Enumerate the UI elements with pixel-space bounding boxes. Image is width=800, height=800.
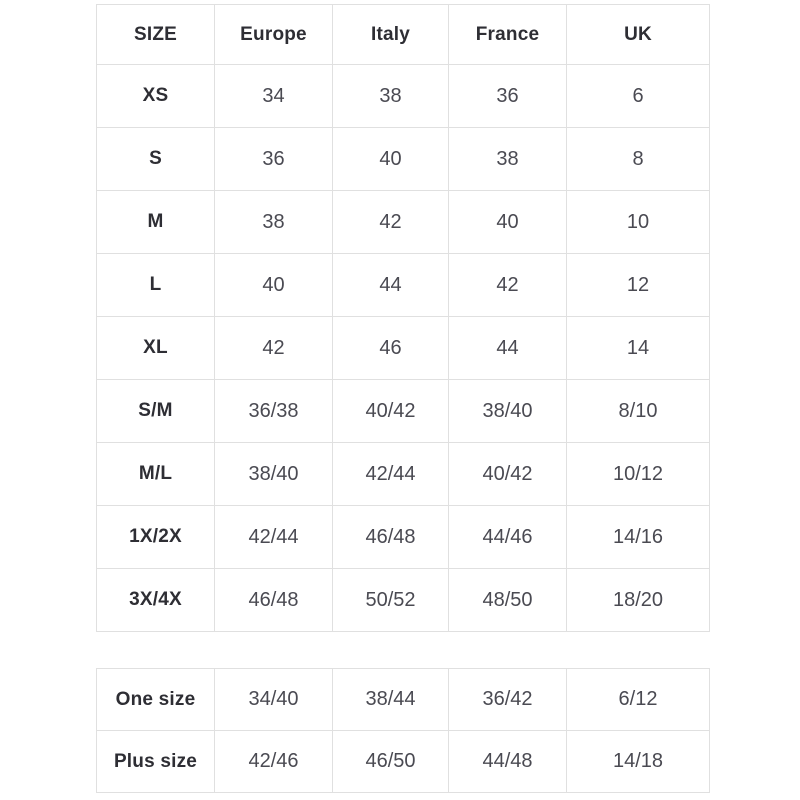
size-value-cell: 40 xyxy=(215,254,333,317)
size-value-cell: 40 xyxy=(333,128,449,191)
size-value-cell: 40/42 xyxy=(333,380,449,443)
table-row xyxy=(97,731,710,793)
special-sizes-table xyxy=(96,668,710,793)
size-value-cell: 36 xyxy=(215,128,333,191)
size-value-cell: 46 xyxy=(333,317,449,380)
size-value-cell: 48/50 xyxy=(449,569,567,632)
size-value-cell: 38 xyxy=(333,65,449,128)
size-value-cell: 14/18 xyxy=(567,731,710,793)
size-value-cell: 14 xyxy=(567,317,710,380)
size-value-cell: 10 xyxy=(567,191,710,254)
column-header-europe: Europe xyxy=(215,5,333,65)
size-label-cell: 3X/4X xyxy=(97,569,215,632)
size-table-header xyxy=(97,5,710,65)
size-value-cell: 38/40 xyxy=(449,380,567,443)
size-value-cell: 42 xyxy=(215,317,333,380)
size-value-cell: 40 xyxy=(449,191,567,254)
size-table-body xyxy=(97,65,710,632)
table-row xyxy=(97,443,710,506)
table-row xyxy=(97,380,710,443)
size-label-cell: XS xyxy=(97,65,215,128)
size-value-cell: 42/44 xyxy=(333,443,449,506)
size-label-cell: One size xyxy=(97,669,215,731)
size-value-cell: 6/12 xyxy=(567,669,710,731)
size-label-cell: M xyxy=(97,191,215,254)
table-row xyxy=(97,191,710,254)
size-value-cell: 42/44 xyxy=(215,506,333,569)
size-value-cell: 38/40 xyxy=(215,443,333,506)
size-value-cell: 38 xyxy=(215,191,333,254)
size-label-cell: L xyxy=(97,254,215,317)
size-value-cell: 14/16 xyxy=(567,506,710,569)
size-value-cell: 44 xyxy=(449,317,567,380)
size-value-cell: 12 xyxy=(567,254,710,317)
size-value-cell: 38 xyxy=(449,128,567,191)
size-value-cell: 46/48 xyxy=(333,506,449,569)
table-row xyxy=(97,669,710,731)
size-value-cell: 50/52 xyxy=(333,569,449,632)
size-value-cell: 42/46 xyxy=(215,731,333,793)
size-label-cell: M/L xyxy=(97,443,215,506)
header-row xyxy=(97,5,710,65)
size-label-cell: S/M xyxy=(97,380,215,443)
column-header-france: France xyxy=(449,5,567,65)
table-row xyxy=(97,569,710,632)
size-value-cell: 44 xyxy=(333,254,449,317)
size-value-cell: 8/10 xyxy=(567,380,710,443)
size-value-cell: 34 xyxy=(215,65,333,128)
table-row xyxy=(97,128,710,191)
size-value-cell: 6 xyxy=(567,65,710,128)
size-value-cell: 36/42 xyxy=(449,669,567,731)
column-header-italy: Italy xyxy=(333,5,449,65)
size-value-cell: 42 xyxy=(449,254,567,317)
column-header-uk: UK xyxy=(567,5,710,65)
size-value-cell: 44/48 xyxy=(449,731,567,793)
special-sizes-table-body xyxy=(97,669,710,793)
size-value-cell: 10/12 xyxy=(567,443,710,506)
table-row xyxy=(97,317,710,380)
size-value-cell: 36 xyxy=(449,65,567,128)
table-row xyxy=(97,506,710,569)
table-row xyxy=(97,65,710,128)
size-conversion-table xyxy=(96,4,710,632)
size-label-cell: XL xyxy=(97,317,215,380)
size-value-cell: 38/44 xyxy=(333,669,449,731)
size-value-cell: 46/48 xyxy=(215,569,333,632)
size-value-cell: 8 xyxy=(567,128,710,191)
column-header-size: SIZE xyxy=(97,5,215,65)
size-value-cell: 42 xyxy=(333,191,449,254)
size-value-cell: 36/38 xyxy=(215,380,333,443)
size-label-cell: Plus size xyxy=(97,731,215,793)
table-row xyxy=(97,254,710,317)
size-value-cell: 44/46 xyxy=(449,506,567,569)
size-value-cell: 46/50 xyxy=(333,731,449,793)
size-value-cell: 40/42 xyxy=(449,443,567,506)
size-value-cell: 18/20 xyxy=(567,569,710,632)
size-label-cell: 1X/2X xyxy=(97,506,215,569)
size-label-cell: S xyxy=(97,128,215,191)
size-value-cell: 34/40 xyxy=(215,669,333,731)
